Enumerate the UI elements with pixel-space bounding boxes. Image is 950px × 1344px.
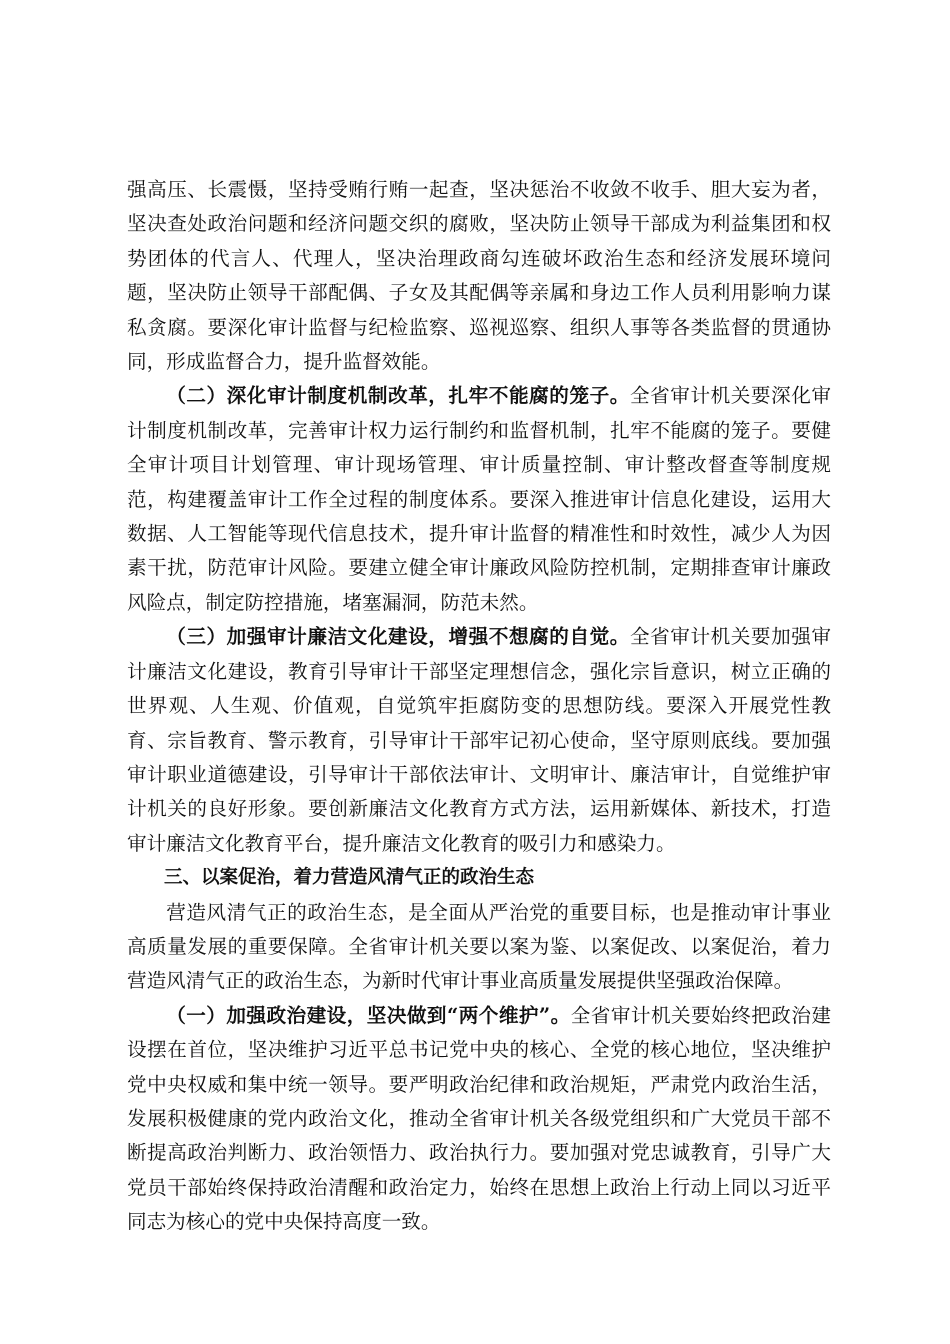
section-three-intro: 营造风清气正的政治生态，是全面从严治党的重要目标，也是推动审计事业高质量发展的重要保障。全省审计机关要以案为鉴、以案促改、以案促治，着力营造风清气正的政治生态，为新时代审计事业高质量发展提供坚强政治保障。 <box>127 900 831 993</box>
section-three-item-one-paragraph <box>127 999 831 1240</box>
continuation-paragraph: 强高压、长震慑，坚持受贿行贿一起查，坚决惩治不收敛不收手、胆大妄为者，坚决查处政治问题和经济问题交织的腐败，坚决防止领导干部成为利益集团和权势团体的代言人、代理人，坚决治理政商勾连破坏政治生态和经济发展环境问题，坚决防止领导干部配偶、子女及其配偶等亲属和身边工作人员利用影响力谋私贪腐。要深化审计监督与纪检监察、巡视巡察、组织人事等各类监督的贯通协同，形成监督合力，提升监督效能。 <box>127 178 831 374</box>
subsection-three-paragraph <box>127 620 831 861</box>
document-page <box>127 173 831 1240</box>
subsection-three-heading: （三）加强审计廉洁文化建设，增强不想腐的自觉。 <box>166 625 630 649</box>
section-three-item-one-heading: （一）加强政治建设，坚决做到“两个维护”。 <box>166 1003 571 1027</box>
subsection-three-body: 全省审计机关要加强审计廉洁文化建设，教育引导审计干部坚定理想信念，强化宗旨意识，树立正确的世界观、人生观、价值观，自觉筑牢拒腐防变的思想防线。要深入开展党性教育、宗旨教育、警示教育，引导审计干部牢记初心使命，坚守原则底线。要加强审计职业道德建设，引导审计干部依法审计、文明审计、廉洁审计，自觉维护审计机关的良好形象。要创新廉洁文化教育方式方法，运用新媒体、新技术，打造审计廉洁文化教育平台，提升廉洁文化教育的吸引力和感染力。 <box>127 625 832 855</box>
subsection-two-heading: （二）深化审计制度机制改革，扎牢不能腐的笼子。 <box>166 384 630 408</box>
subsection-two-paragraph <box>127 379 831 620</box>
subsection-two-body: 全省审计机关要深化审计制度机制改革，完善审计权力运行制约和监督机制，扎牢不能腐的笼子。要健全审计项目计划管理、审计现场管理、审计质量控制、审计整改督查等制度规范，构建覆盖审计工作全过程的制度体系。要深入推进审计信息化建设，运用大数据、人工智能等现代信息技术，提升审计监督的精准性和时效性，减少人为因素干扰，防范审计风险。要建立健全审计廉政风险防控机制，定期排查审计廉政风险点，制定防控措施，堵塞漏洞，防范未然。 <box>127 384 832 614</box>
section-three-title: 三、以案促治，着力营造风清气正的政治生态 <box>164 867 535 889</box>
section-three-item-one-body: 全省审计机关要始终把政治建设摆在首位，坚决维护习近平总书记党中央的核心、全党的核心地位，坚决维护党中央权威和集中统一领导。要严明政治纪律和政治规矩，严肃党内政治生活，发展积极健康的党内政治文化，推动全省审计机关各级党组织和广大党员干部不断提高政治判断力、政治领悟力、政治执行力。要加强对党忠诚教育，引导广大党员干部始终保持政治清醒和政治定力，始终在思想上政治上行动上同以习近平同志为核心的党中央保持高度一致。 <box>127 1003 832 1234</box>
